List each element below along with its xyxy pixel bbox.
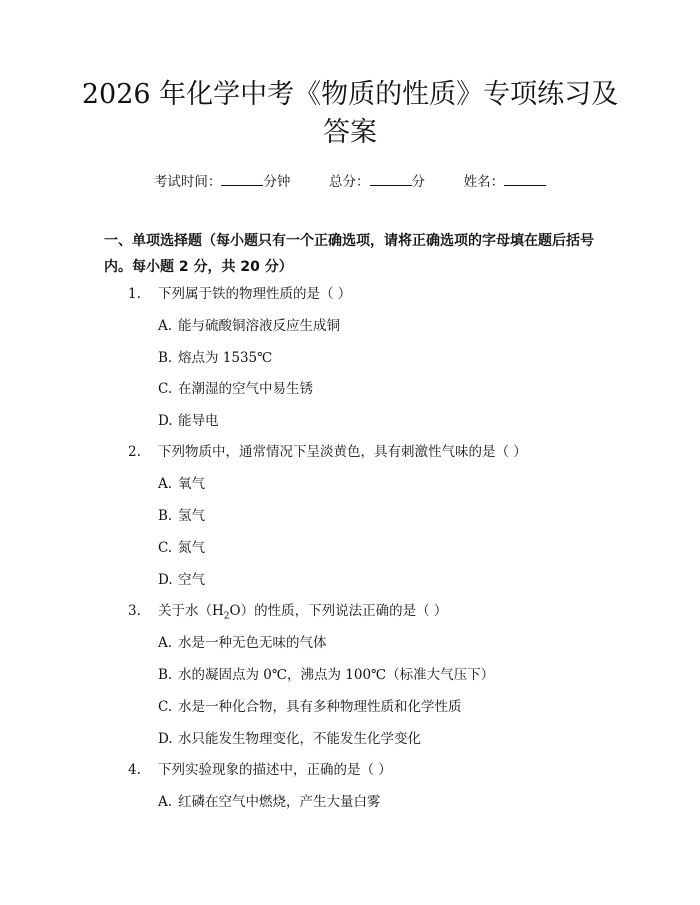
option-letter: A. (158, 794, 173, 810)
option-text: 氧气 (178, 476, 205, 492)
time-blank[interactable] (221, 173, 263, 186)
time-label: 考试时间： (153, 174, 222, 190)
option-1a (158, 314, 340, 334)
option-text: 能导电 (178, 413, 219, 429)
question-number: 1. (128, 286, 141, 302)
option-letter: C. (158, 381, 173, 397)
option-4a (158, 790, 381, 810)
option-3d (158, 727, 421, 747)
option-1b (158, 346, 272, 366)
name-blank[interactable] (504, 173, 546, 186)
option-letter: D. (158, 731, 173, 747)
option-text: 水是一种无色无味的气体 (178, 635, 327, 651)
score-unit: 分 (411, 174, 425, 190)
option-2a (158, 472, 205, 492)
question-number: 3. (128, 603, 141, 619)
question-1 (128, 282, 351, 302)
option-2c (158, 536, 205, 556)
option-text: 在潮湿的空气中易生锈 (178, 381, 313, 397)
score-blank[interactable] (370, 173, 412, 186)
option-letter: B. (158, 350, 173, 366)
option-text: 红磷在空气中燃烧，产生大量白雾 (178, 794, 381, 810)
option-letter: A. (158, 318, 173, 334)
exam-info-row (0, 170, 700, 190)
question-text: 下列实验现象的描述中，正确的是（ ） (158, 762, 392, 778)
option-letter: A. (158, 635, 173, 651)
section-heading: 一、单项选择题（每小题只有一个正确选项，请将正确选项的字母填在题后括号内。每小题 2 分，共 20 分） (104, 233, 594, 275)
document-title (0, 76, 700, 152)
question-4 (128, 758, 392, 778)
title-line-2: 答案 (323, 117, 377, 148)
question-text-before: 关于水（H (158, 603, 224, 619)
option-letter: B. (158, 667, 173, 683)
option-1d (158, 409, 219, 429)
score-label: 总分： (329, 174, 370, 190)
option-letter: D. (158, 572, 173, 588)
option-2d (158, 568, 205, 588)
question-number: 4. (128, 762, 141, 778)
question-2 (128, 440, 527, 460)
option-letter: A. (158, 476, 173, 492)
option-text: 熔点为 1535℃ (178, 350, 273, 366)
question-number: 2. (128, 444, 141, 460)
option-3b (158, 663, 494, 683)
title-line-1: 2026 年化学中考《物质的性质》专项练习及 (81, 79, 619, 110)
time-unit: 分钟 (263, 174, 291, 190)
option-3a (158, 631, 327, 651)
option-2b (158, 504, 205, 524)
option-text: 能与硫酸铜溶液反应生成铜 (178, 318, 340, 334)
option-3c (158, 695, 462, 715)
option-text: 水只能发生物理变化，不能发生化学变化 (178, 731, 421, 747)
name-label: 姓名： (463, 174, 505, 190)
option-text: 氢气 (178, 508, 205, 524)
option-text: 水是一种化合物，具有多种物理性质和化学性质 (178, 699, 462, 715)
option-text: 水的凝固点为 0℃，沸点为 100℃（标准大气压下） (178, 667, 495, 683)
question-text-after: O）的性质，下列说法正确的是（ ） (229, 603, 448, 619)
option-letter: C. (158, 540, 173, 556)
subscript-2: 2 (223, 611, 230, 622)
option-letter: B. (158, 508, 173, 524)
option-text: 氮气 (178, 540, 205, 556)
question-3 (128, 599, 447, 622)
question-text: 下列物质中，通常情况下呈淡黄色，具有刺激性气味的是（ ） (158, 444, 527, 460)
option-letter: C. (158, 699, 173, 715)
question-text: 下列属于铁的物理性质的是（ ） (158, 286, 352, 302)
option-letter: D. (158, 413, 173, 429)
option-text: 空气 (178, 572, 205, 588)
option-1c (158, 377, 313, 397)
